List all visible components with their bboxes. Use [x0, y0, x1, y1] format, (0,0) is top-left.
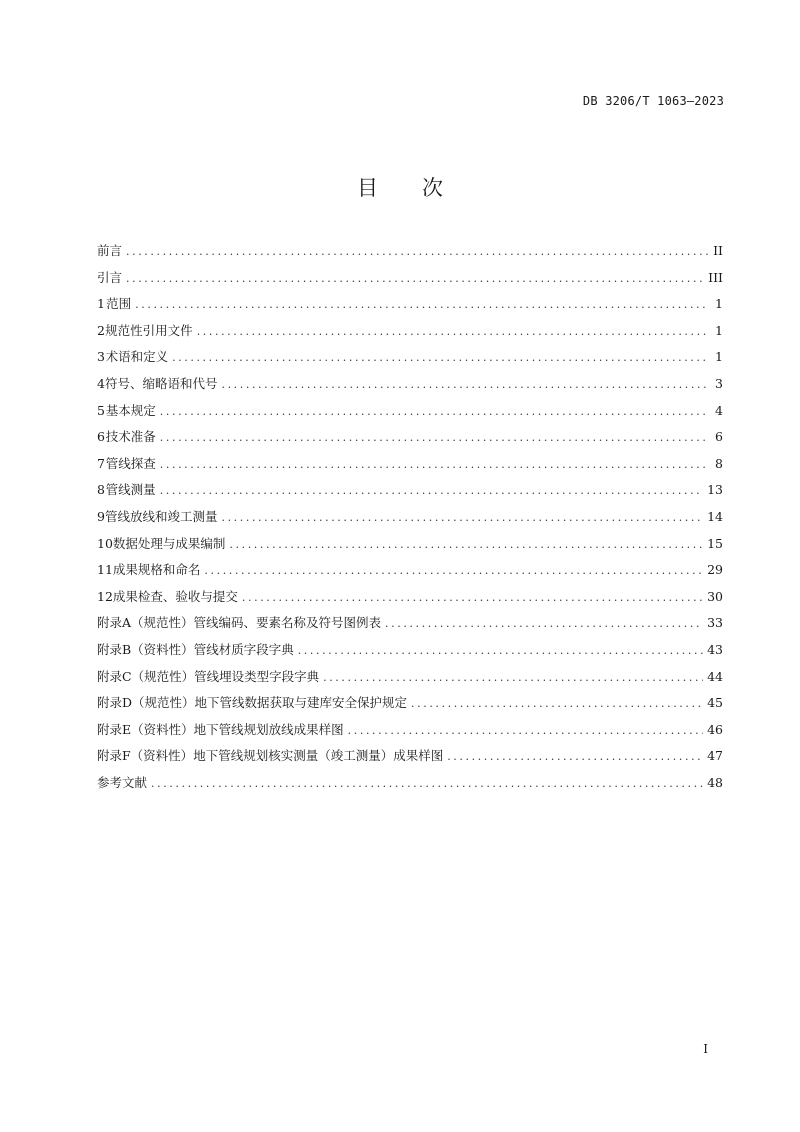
toc-entry-12[interactable] [97, 584, 723, 611]
toc-entry-1[interactable] [97, 291, 723, 318]
toc-leader-dots [160, 452, 709, 479]
toc-entry-page: 1 [715, 296, 723, 312]
toc-entry-appendix-a[interactable] [97, 610, 723, 637]
table-of-contents [97, 238, 723, 796]
toc-entry-label: 成果检查、验收与提交 [112, 588, 238, 604]
toc-entry-number: 11 [97, 562, 113, 578]
toc-entry-10[interactable] [97, 531, 723, 558]
toc-entry-page: 1 [715, 349, 723, 365]
toc-entry-2[interactable] [97, 318, 723, 345]
toc-leader-dots [447, 744, 703, 771]
toc-entry-appendix-e[interactable] [97, 717, 723, 744]
toc-entry-label: 地下管线数据获取与建库安全保护规定 [194, 695, 408, 711]
toc-entry-introduction[interactable] [97, 265, 723, 292]
toc-entry-label: 管线编码、要素名称及符号图例表 [193, 615, 382, 631]
toc-entry-page: 4 [715, 402, 723, 418]
toc-title-char-1: 目 [357, 176, 378, 200]
toc-entry-page: 14 [707, 508, 723, 524]
toc-entry-references[interactable] [97, 770, 723, 797]
toc-entry-number: 附录D（规范性） [97, 695, 195, 711]
toc-title-char-2: 次 [422, 176, 443, 200]
toc-entry-page: 44 [707, 668, 723, 684]
toc-entry-number: 附录A（规范性） [97, 615, 194, 631]
toc-entry-number: 6 [97, 429, 105, 445]
toc-entry-page: 13 [707, 482, 723, 498]
toc-leader-dots [160, 425, 709, 452]
toc-entry-number: 8 [97, 482, 105, 498]
toc-leader-dots [197, 319, 709, 346]
toc-entry-label: 数据处理与成果编制 [112, 535, 226, 551]
toc-entry-label: 技术准备 [105, 429, 156, 445]
toc-leader-dots [348, 718, 703, 745]
toc-entry-label: 管线测量 [105, 482, 156, 498]
toc-leader-dots [151, 771, 703, 798]
toc-title [0, 172, 800, 202]
toc-entry-page: 48 [707, 774, 723, 790]
toc-entry-number: 4 [97, 375, 105, 391]
toc-entry-number: 1 [97, 296, 105, 312]
toc-entry-number: 附录B（资料性） [97, 641, 194, 657]
toc-entry-label: 成果规格和命名 [112, 562, 201, 578]
toc-entry-appendix-d[interactable] [97, 690, 723, 717]
toc-entry-label: 管线探查 [105, 455, 156, 471]
toc-entry-page: 15 [707, 535, 723, 551]
toc-entry-label: 基本规定 [105, 402, 156, 418]
toc-entry-number: 附录F（资料性） [97, 748, 194, 764]
toc-entry-label: 管线埋设类型字段字典 [194, 668, 320, 684]
toc-entry-4[interactable] [97, 371, 723, 398]
toc-entry-appendix-f[interactable] [97, 743, 723, 770]
toc-entry-label: 术语和定义 [105, 349, 169, 365]
toc-leader-dots [229, 532, 703, 559]
toc-entry-11[interactable] [97, 557, 723, 584]
toc-entry-number: 10 [97, 535, 113, 551]
toc-entry-label: 符号、缩略语和代号 [104, 375, 218, 391]
toc-entry-label: 前言 [97, 243, 123, 258]
toc-entry-page: 8 [715, 455, 723, 471]
toc-leader-dots [172, 345, 709, 372]
toc-leader-dots [126, 266, 704, 293]
toc-entry-page: 3 [715, 375, 723, 391]
toc-entry-page: 30 [707, 588, 723, 604]
toc-leader-dots [411, 691, 703, 718]
toc-entry-3[interactable] [97, 344, 723, 371]
toc-entry-8[interactable] [97, 477, 723, 504]
toc-entry-page: 33 [707, 615, 723, 631]
toc-entry-page: 29 [707, 562, 723, 578]
toc-entry-page: III [708, 269, 723, 285]
toc-leader-dots [242, 585, 703, 612]
toc-entry-number: 7 [97, 455, 105, 471]
toc-entry-number: 3 [97, 349, 105, 365]
toc-entry-page: 43 [707, 641, 723, 657]
toc-entry-number: 5 [97, 402, 105, 418]
toc-leader-dots [135, 292, 709, 319]
document-code: DB 3206/T 1063—2023 [582, 94, 724, 108]
toc-entry-label: 引言 [97, 269, 123, 285]
toc-entry-appendix-b[interactable] [97, 637, 723, 664]
toc-leader-dots [160, 478, 703, 505]
toc-entry-appendix-c[interactable] [97, 664, 723, 691]
toc-leader-dots [221, 505, 703, 532]
toc-entry-foreword[interactable] [97, 238, 723, 265]
toc-entry-number: 9 [97, 508, 105, 524]
toc-entry-9[interactable] [97, 504, 723, 531]
toc-leader-dots [385, 611, 703, 638]
toc-entry-number: 附录C（规范性） [97, 668, 195, 684]
toc-entry-number: 12 [97, 588, 113, 604]
toc-entry-label: 地下管线规划核实测量（竣工测量）成果样图 [193, 748, 444, 764]
toc-entry-page: II [713, 243, 723, 258]
toc-entry-page: 6 [715, 429, 723, 445]
toc-leader-dots [204, 558, 703, 585]
toc-entry-number: 附录E（资料性） [97, 721, 194, 737]
toc-entry-label: 参考文献 [97, 774, 148, 790]
toc-entry-page: 47 [707, 748, 723, 764]
toc-leader-dots [221, 372, 709, 399]
toc-entry-label: 地下管线规划放线成果样图 [193, 721, 344, 737]
toc-entry-7[interactable] [97, 451, 723, 478]
toc-entry-label: 范围 [106, 296, 132, 312]
toc-entry-page: 45 [707, 695, 723, 711]
toc-leader-dots [323, 665, 703, 692]
toc-entry-5[interactable] [97, 398, 723, 425]
toc-entry-6[interactable] [97, 424, 723, 451]
toc-entry-page: 46 [707, 721, 723, 737]
toc-entry-label: 管线材质字段字典 [193, 641, 294, 657]
toc-entry-label: 管线放线和竣工测量 [104, 508, 218, 524]
toc-leader-dots [298, 638, 703, 665]
toc-entry-page: 1 [715, 322, 723, 338]
toc-entry-number: 2 [97, 322, 105, 338]
toc-leader-dots [126, 239, 709, 266]
toc-leader-dots [160, 399, 709, 426]
page-number: I [703, 1042, 708, 1056]
toc-entry-label: 规范性引用文件 [105, 322, 193, 338]
